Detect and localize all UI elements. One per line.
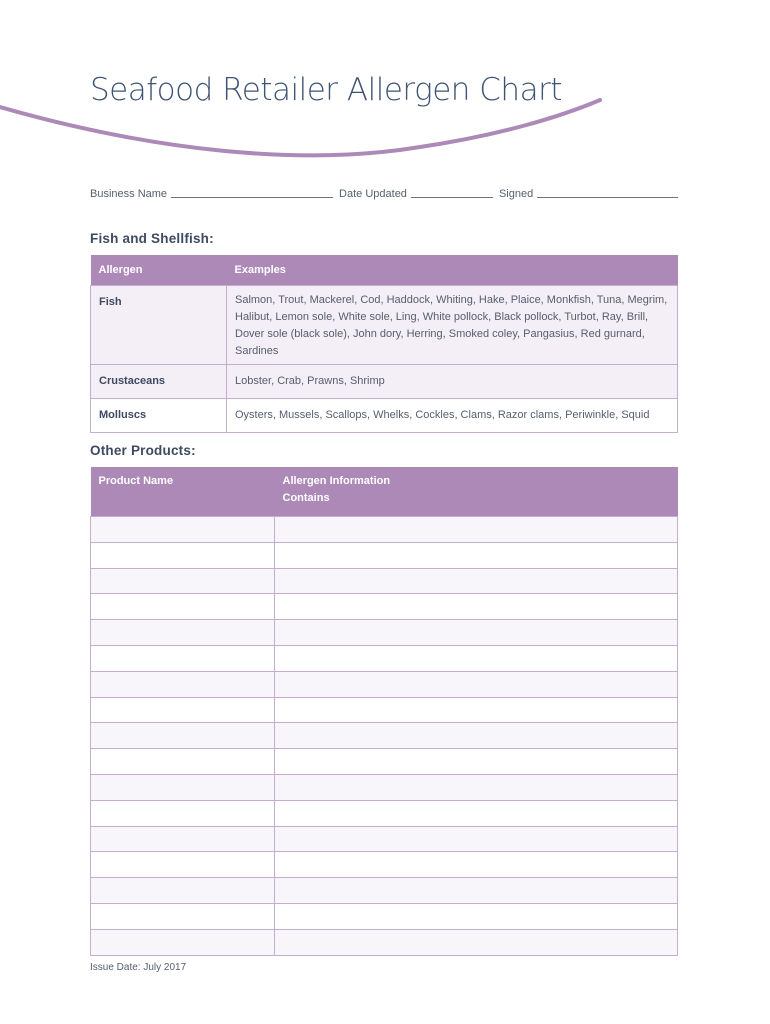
table-row xyxy=(91,517,678,543)
fish-section-heading: Fish and Shellfish: xyxy=(90,231,214,246)
product-name-cell[interactable] xyxy=(91,620,275,646)
product-name-cell[interactable] xyxy=(91,800,275,826)
product-name-cell[interactable] xyxy=(91,517,275,543)
allergen-info-cell[interactable] xyxy=(275,852,678,878)
allergen-info-cell[interactable] xyxy=(275,594,678,620)
table-row xyxy=(91,620,678,646)
examples-cell: Oysters, Mussels, Scallops, Whelks, Cockles, Clams, Razor clams, Periwinkle, Squid xyxy=(227,399,678,433)
table-row xyxy=(91,568,678,594)
business-name-label: Business Name xyxy=(90,188,168,200)
date-updated-label: Date Updated xyxy=(339,188,407,200)
product-name-cell[interactable] xyxy=(91,852,275,878)
allergen-info-cell[interactable] xyxy=(275,903,678,929)
signed-label: Signed xyxy=(498,188,534,200)
business-name-field[interactable] xyxy=(171,188,333,198)
table-row xyxy=(91,645,678,671)
product-name-cell[interactable] xyxy=(91,723,275,749)
product-name-cell[interactable] xyxy=(91,542,275,568)
examples-column-header: Examples xyxy=(227,255,678,286)
product-name-cell[interactable] xyxy=(91,749,275,775)
table-row xyxy=(91,903,678,929)
page-title: Seafood Retailer Allergen Chart xyxy=(90,72,562,108)
table-row xyxy=(91,399,678,433)
table-row xyxy=(91,852,678,878)
products-table-header-row xyxy=(91,467,678,517)
allergen-info-cell[interactable] xyxy=(275,800,678,826)
allergen-info-cell[interactable] xyxy=(275,620,678,646)
fish-allergen-table xyxy=(90,255,678,433)
allergen-info-column-header xyxy=(275,467,678,517)
allergen-info-cell[interactable] xyxy=(275,749,678,775)
allergen-info-cell[interactable] xyxy=(275,697,678,723)
signed-field[interactable] xyxy=(537,188,678,198)
examples-cell: Salmon, Trout, Mackerel, Cod, Haddock, Whiting, Hake, Plaice, Monkfish, Tuna, Megrim, Halibut, Lemon sole, White sole, Ling, White pollock, Black pollock, Turbot, Ray, Brill, Dover sole (black sole), John dory, Herring, Smoked coley, Pangasius, Red gurnard, Sardines xyxy=(227,286,678,365)
product-name-cell[interactable] xyxy=(91,568,275,594)
product-name-cell[interactable] xyxy=(91,645,275,671)
product-name-cell[interactable] xyxy=(91,826,275,852)
allergen-info-cell[interactable] xyxy=(275,671,678,697)
table-row xyxy=(91,826,678,852)
table-row xyxy=(91,723,678,749)
table-row xyxy=(91,286,678,365)
other-products-table xyxy=(90,467,678,956)
product-name-cell[interactable] xyxy=(91,878,275,904)
product-name-cell[interactable] xyxy=(91,929,275,955)
product-name-column-header: Product Name xyxy=(91,467,275,517)
table-row xyxy=(91,697,678,723)
product-name-cell[interactable] xyxy=(91,774,275,800)
allergen-info-cell[interactable] xyxy=(275,645,678,671)
fish-table-header-row xyxy=(91,255,678,286)
product-name-cell[interactable] xyxy=(91,671,275,697)
issue-date: Issue Date: July 2017 xyxy=(90,962,187,973)
table-row xyxy=(91,929,678,955)
table-row xyxy=(91,594,678,620)
form-meta-line xyxy=(90,188,678,200)
allergen-cell: Molluscs xyxy=(91,399,227,433)
allergen-info-cell[interactable] xyxy=(275,542,678,568)
date-updated-field[interactable] xyxy=(411,188,493,198)
product-name-cell[interactable] xyxy=(91,697,275,723)
product-name-cell[interactable] xyxy=(91,903,275,929)
table-row xyxy=(91,749,678,775)
products-table-body xyxy=(91,517,678,956)
product-name-cell[interactable] xyxy=(91,594,275,620)
allergen-info-cell[interactable] xyxy=(275,826,678,852)
table-row xyxy=(91,542,678,568)
allergen-info-cell[interactable] xyxy=(275,878,678,904)
allergen-info-cell[interactable] xyxy=(275,723,678,749)
products-section-heading: Other Products: xyxy=(90,443,196,458)
table-row xyxy=(91,774,678,800)
table-row xyxy=(91,671,678,697)
table-row xyxy=(91,878,678,904)
examples-cell: Lobster, Crab, Prawns, Shrimp xyxy=(227,365,678,399)
allergen-info-cell[interactable] xyxy=(275,517,678,543)
allergen-info-header-line1: Allergen Information xyxy=(282,475,391,487)
allergen-info-header-line2: Contains xyxy=(282,492,330,504)
allergen-info-cell[interactable] xyxy=(275,774,678,800)
allergen-info-cell[interactable] xyxy=(275,929,678,955)
allergen-cell: Crustaceans xyxy=(91,365,227,399)
table-row xyxy=(91,800,678,826)
allergen-column-header: Allergen xyxy=(91,255,227,286)
allergen-cell: Fish xyxy=(91,286,227,365)
allergen-info-cell[interactable] xyxy=(275,568,678,594)
table-row xyxy=(91,365,678,399)
